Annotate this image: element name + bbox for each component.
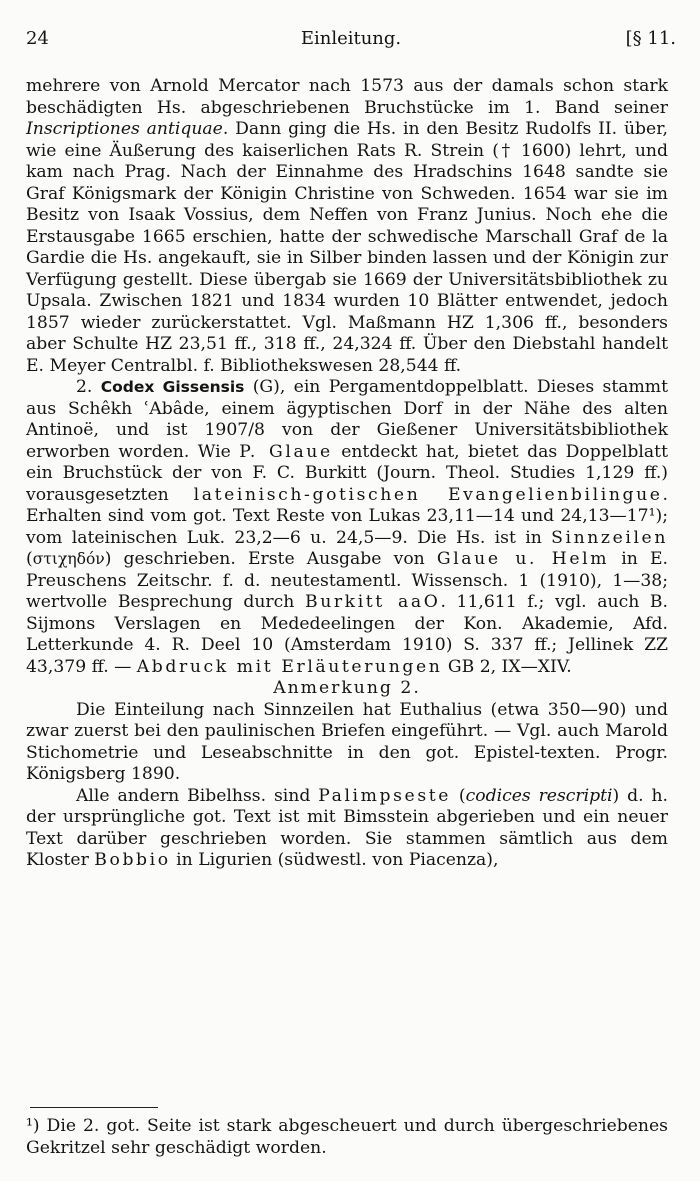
section-heading: Anmerkung 2. bbox=[273, 678, 421, 698]
paragraph-sinnzeilen-note: Die Einteilung nach Sinnzeilen hat Euthalius (etwa 350—90) und zwar zuerst bei den paulinischen Briefen eingeführt. — Vgl. auch Marold Stichometrie und Leseabschnitte in den got. Epistel-texten. Progr. Königsberg 1890. bbox=[26, 699, 668, 784]
paragraph-codex-gissensis: 2. Codex Gissensis (G), ein Pergamentdoppelblatt. Dieses stammt aus Schêkh ʿAbâde, einem ägyptischen Dorf in der Nähe des alten Antinoë, und ist 1907/8 von der Gießener Universitätsbibliothek erworben worden. Wie P. Glaue entdeckt hat, bietet das Doppelblatt ein Bruchstück der von F. C. Burkitt (Journ. Theol. Studies 1,129 ff.) vorausgesetzten lateinisch-gotischen Evangelienbilingue. Erhalten sind vom got. Text Reste von Lukas 23,11—14 und 24,13—17¹); vom lateinischen Luk. 23,2—6 u. 24,5—9. Die Hs. ist in Sinnzeilen (στιχηδόν) geschrieben. Erste Ausgabe von Glaue u. Helm in E. Preuschens Zeitschr. f. d. neutestamentl. Wissensch. 1 (1910), 1—38; wertvolle Besprechung durch Burkitt aaO. 11,611 f.; vgl. auch B. Sijmons Verslagen en Mededeelingen der Kon. Akademie, Afd. Letterkunde 4. R. Deel 10 (Amsterdam 1910) S. 337 ff.; Jellinek ZZ 43,379 ff. — Abdruck mit Erläuterungen GB 2, IX—XIV. bbox=[26, 377, 668, 677]
paragraph-palimpsests: Alle andern Bibelhss. sind Palimpseste (codices rescripti) d. h. der ursprüngliche got. Text ist mit Bimsstein abgerieben und ein neuer Text darüber geschrieben worden. Sie stammen sämtlich aus dem Kloster Bobbio in Ligurien (südwestl. von Piacenza), bbox=[26, 785, 668, 870]
footnote-rule bbox=[30, 1107, 158, 1108]
footnote: ¹) Die 2. got. Seite ist stark abgescheuert und durch übergeschriebenes Gekritzel sehr geschädigt worden. bbox=[26, 1116, 668, 1158]
section-marker: [§ 11. bbox=[625, 28, 676, 49]
running-title: Einleitung. bbox=[300, 28, 402, 49]
page-number: 24 bbox=[26, 28, 49, 49]
page-header bbox=[26, 28, 676, 56]
paragraph-codex-argenteus-history: mehrere von Arnold Mercator nach 1573 aus der damals schon stark beschädigten Hs. abgeschriebenen Bruchstücke im 1. Band seiner Inscriptiones antiquae. Dann ging die Hs. in den Besitz Rudolfs II. über, wie eine Äußerung des kaiserlichen Rats R. Strein († 1600) lehrt, und kam nach Prag. Nach der Einnahme des Hradschins 1648 sandte sie Graf Königsmark der Königin Christine von Schweden. 1654 war sie im Besitz von Isaak Vossius, dem Neffen von Franz Junius. Noch ehe die Erstausgabe 1665 erschien, hatte der schwedische Marschall Graf de la Gardie die Hs. angekauft, sie in Silber binden lassen und der Königin zur Verfügung gestellt. Diese übergab sie 1669 der Universitätsbibliothek zu Upsala. Zwischen 1821 und 1834 wurden 10 Blätter entwendet, jedoch 1857 wieder zurückerstattet. Vgl. Maßmann HZ 1,306 ff., besonders aber Schulte HZ 23,51 ff., 318 ff., 24,324 ff. Über den Diebstahl handelt E. Meyer Centralbl. f. Bibliothekswesen 28,544 ff. bbox=[26, 76, 668, 376]
body-text bbox=[26, 76, 668, 872]
